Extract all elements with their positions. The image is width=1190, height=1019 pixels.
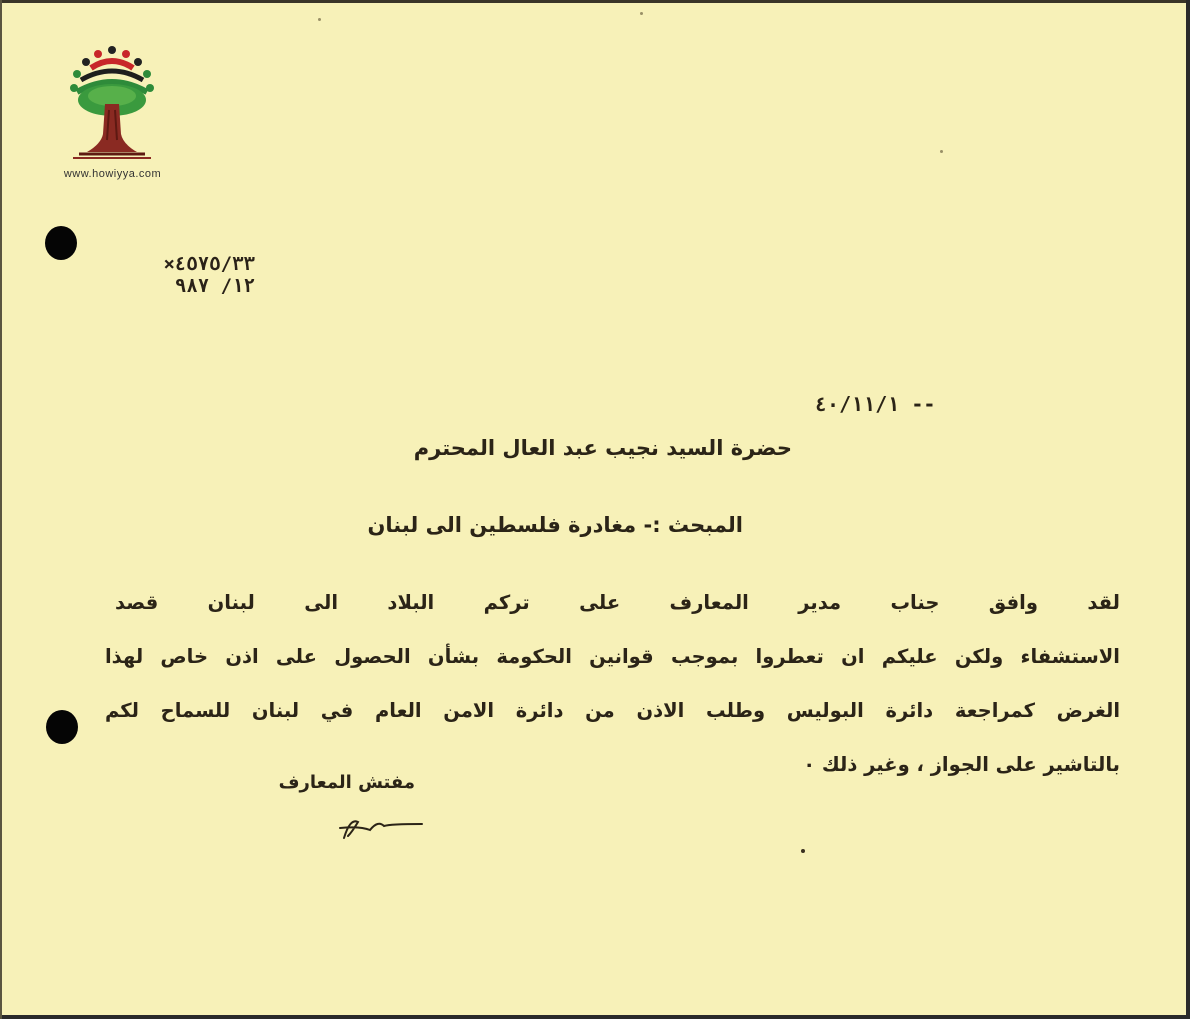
letter-date: ٤٠/١١/١ -- [815, 392, 936, 416]
signatory-title: مفتش المعارف [278, 772, 415, 793]
logo-url-text[interactable]: www.howiyya.com [63, 168, 162, 180]
scan-edge-bottom [0, 1015, 1190, 1019]
reference-line-2: ١٢/ ٩٨٧ [174, 275, 255, 297]
scan-edge-top [0, 0, 1190, 3]
scan-edge-left [0, 0, 2, 1019]
body-line-2: الاستشفاء ولكن عليكم ان تعطروا بموجب قوانين الحكومة بشأن الحصول على اذن خاص لهذا [105, 645, 1120, 668]
howiyya-logo [50, 44, 175, 184]
reference-number [95, 253, 255, 297]
scan-edge-right [1186, 0, 1190, 1019]
paper-speck [940, 150, 943, 153]
handwritten-signature [330, 808, 430, 848]
reference-line-1: ×٤٥٧٥/٣٣ [163, 253, 255, 275]
letter-body [105, 583, 1120, 799]
ink-dot [801, 849, 805, 853]
paper-speck [640, 12, 643, 15]
punch-hole-top [45, 226, 77, 260]
tree-logo-icon [65, 44, 160, 166]
body-line-3: الغرض كمراجعة دائرة البوليس وطلب الاذن من دائرة الامن العام في لبنان للسماح لكم [105, 699, 1120, 722]
letter-addressee: حضرة السيد نجيب عبد العال المحترم [413, 436, 792, 460]
letter-subject: المبحث :- مغادرة فلسطين الى لبنان [367, 513, 743, 537]
body-line-4: بالتاشير على الجواز ، وغير ذلك ٠ [803, 753, 1120, 776]
paper-speck [318, 18, 321, 21]
punch-hole-bottom [46, 710, 78, 744]
body-line-1: لقد وافق جناب مدير المعارف على تركم البلاد الى لبنان قصد [115, 591, 1120, 614]
